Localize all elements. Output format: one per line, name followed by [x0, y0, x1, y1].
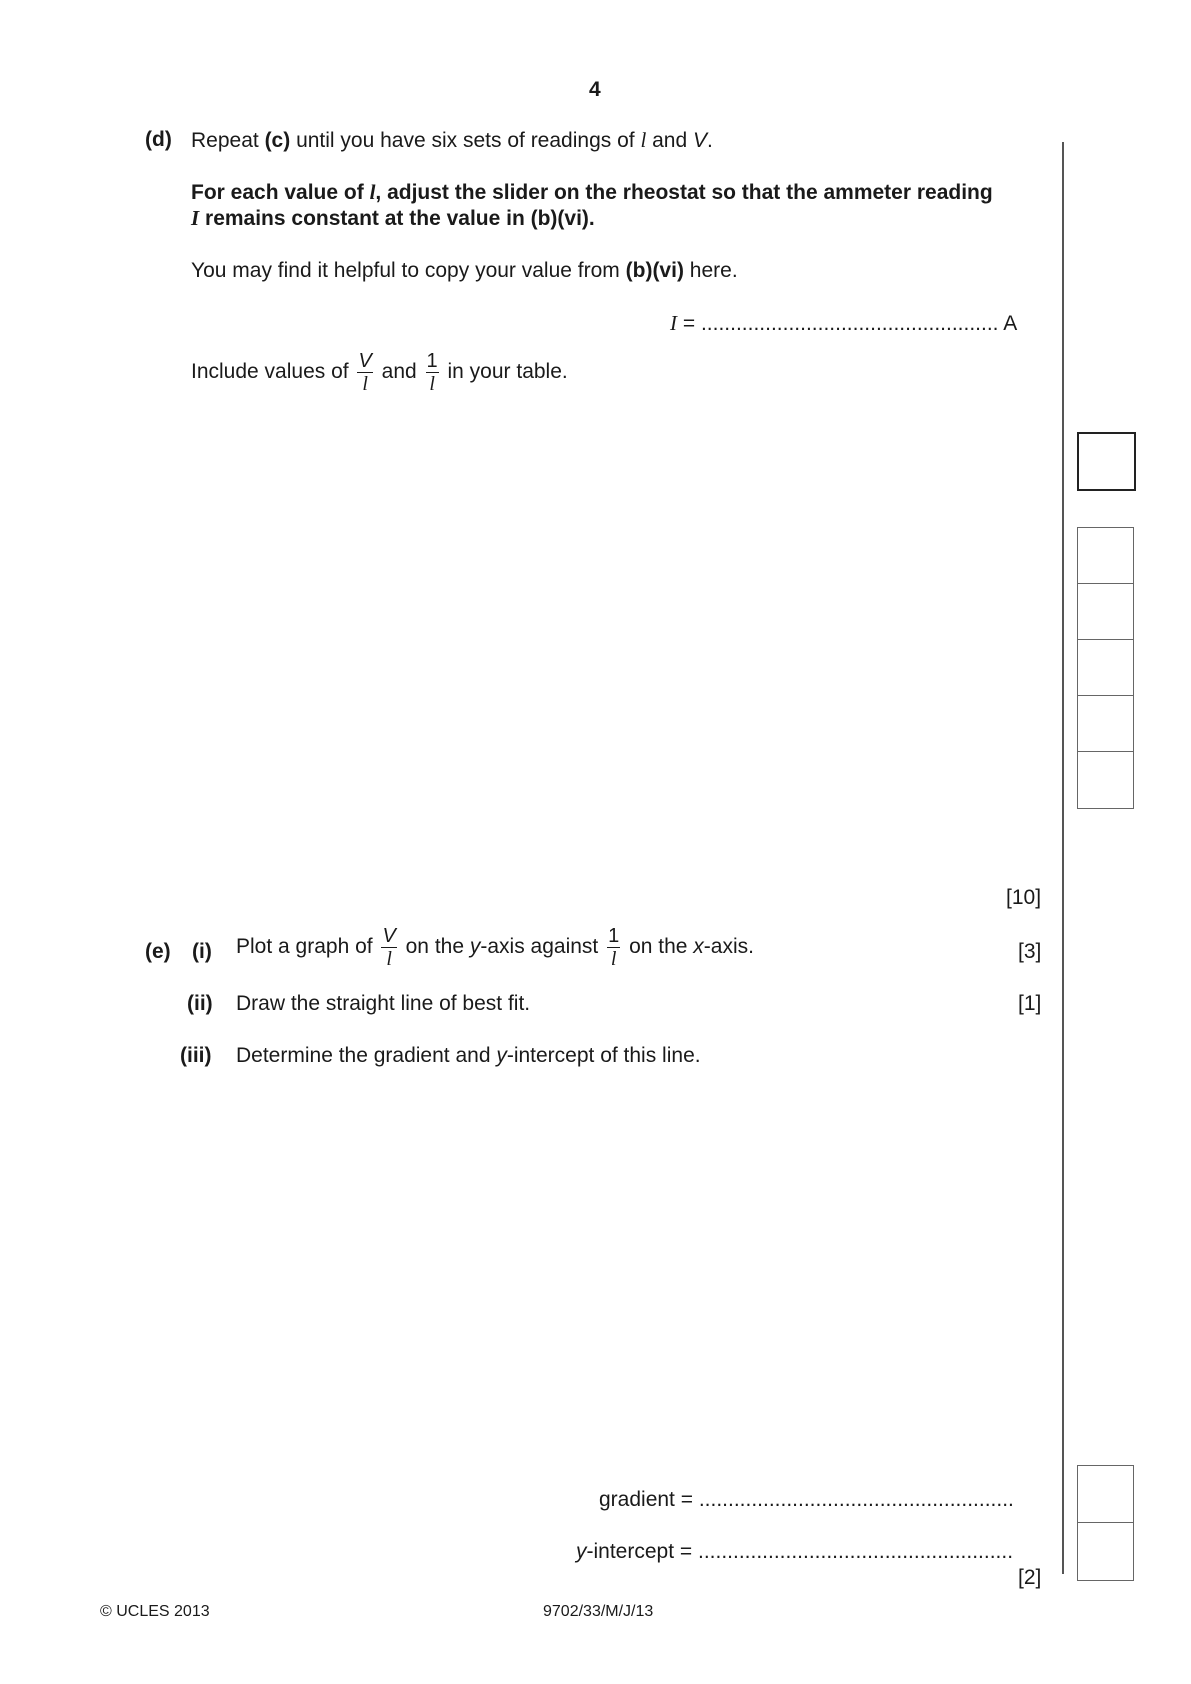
var-y: y: [469, 935, 481, 959]
question-label-e: (e): [145, 940, 171, 963]
text: Plot a graph of: [236, 935, 373, 959]
var-y: y: [496, 1044, 507, 1067]
numerator: 1: [426, 350, 438, 372]
var-I: I: [670, 311, 677, 335]
margin-line: [1062, 142, 1064, 1574]
var-x: x: [693, 935, 704, 959]
text: on the: [405, 935, 470, 959]
marks-e-ii: [1]: [1018, 992, 1042, 1015]
question-e-iii-text: [236, 1044, 701, 1068]
question-label-e-iii: (iii): [180, 1044, 212, 1067]
var-y: y: [576, 1540, 587, 1563]
text: You may find it helpful to copy your value from: [191, 259, 626, 282]
examiner-box: [1077, 695, 1134, 753]
text: -axis.: [703, 935, 754, 959]
include-values-line: [191, 351, 568, 394]
examiner-box: [1077, 527, 1134, 585]
examiner-box-large: [1077, 432, 1136, 491]
examiner-box: [1077, 639, 1134, 697]
question-d-line1: [145, 128, 172, 152]
ref: (c): [264, 129, 291, 152]
marks-e-i: [3]: [1018, 940, 1042, 963]
y-intercept-label: -intercept =: [586, 1540, 698, 1563]
text: remains constant at the value in (b)(vi).: [199, 207, 595, 230]
fraction-1-over-l: [426, 351, 439, 394]
examiner-box: [1077, 1522, 1134, 1581]
var-I: I: [191, 206, 200, 230]
marks-d: [10]: [1006, 886, 1042, 909]
text: .: [707, 129, 713, 152]
text: -intercept of this line.: [506, 1044, 701, 1067]
question-e-ii-text: Draw the straight line of best fit.: [236, 992, 531, 1015]
gradient-label: gradient =: [599, 1488, 699, 1511]
answer-line-I: [670, 311, 1017, 336]
examiner-box: [1077, 751, 1134, 809]
question-e-i-text: [236, 926, 754, 969]
text: Determine the gradient and: [236, 1044, 497, 1067]
var-V: V: [693, 129, 708, 152]
text: and: [646, 129, 693, 152]
copy-value-line: [191, 259, 738, 283]
text: -axis against: [480, 935, 599, 959]
question-label-e-i: (i): [192, 940, 212, 963]
answer-blank-I[interactable]: ...................................................: [700, 312, 999, 335]
denominator: l: [429, 373, 435, 395]
text: and: [381, 360, 417, 384]
numerator: V: [382, 925, 396, 947]
numerator: 1: [608, 925, 620, 947]
var-l: l: [369, 180, 376, 204]
denominator: l: [386, 948, 392, 970]
bold-instruction-line1: [191, 180, 993, 205]
answer-blank-y-intercept[interactable]: ......................................................: [697, 1540, 1014, 1563]
var-l: l: [640, 128, 647, 152]
text: until you have six sets of readings of: [290, 129, 641, 152]
denominator: l: [610, 948, 617, 970]
text: =: [677, 312, 701, 335]
numerator: V: [358, 350, 372, 372]
gradient-line: [599, 1488, 1014, 1512]
footer-code: 9702/33/M/J/13: [543, 1603, 654, 1620]
fraction-V-over-l: [357, 351, 372, 394]
question-label-e-ii: (ii): [187, 992, 213, 1015]
answer-blank-gradient[interactable]: ......................................................: [698, 1488, 1014, 1511]
examiner-box: [1077, 1465, 1134, 1524]
bold-instruction-line2: [191, 206, 595, 231]
footer-copyright: © UCLES 2013: [100, 1603, 210, 1620]
fraction-V-over-l: [381, 926, 396, 969]
fraction-1-over-l: [607, 926, 620, 969]
examiner-box: [1077, 583, 1134, 641]
page-number: 4: [589, 78, 601, 101]
text: Include values of: [191, 360, 349, 384]
text: in your table.: [447, 360, 568, 384]
y-intercept-line: [576, 1540, 1013, 1564]
text: Repeat: [191, 129, 265, 152]
text: , adjust the slider on the rheostat so that the ammeter reading: [375, 181, 993, 204]
unit: A: [1003, 312, 1018, 335]
marks-e-iii: [2]: [1018, 1566, 1042, 1589]
denominator: l: [362, 373, 368, 395]
question-label-d: (d): [145, 128, 172, 151]
ref: (b)(vi): [625, 259, 684, 282]
question-d-text: [191, 128, 713, 153]
text: on the: [629, 935, 694, 959]
text: here.: [683, 259, 738, 282]
text: For each value of: [191, 181, 370, 204]
